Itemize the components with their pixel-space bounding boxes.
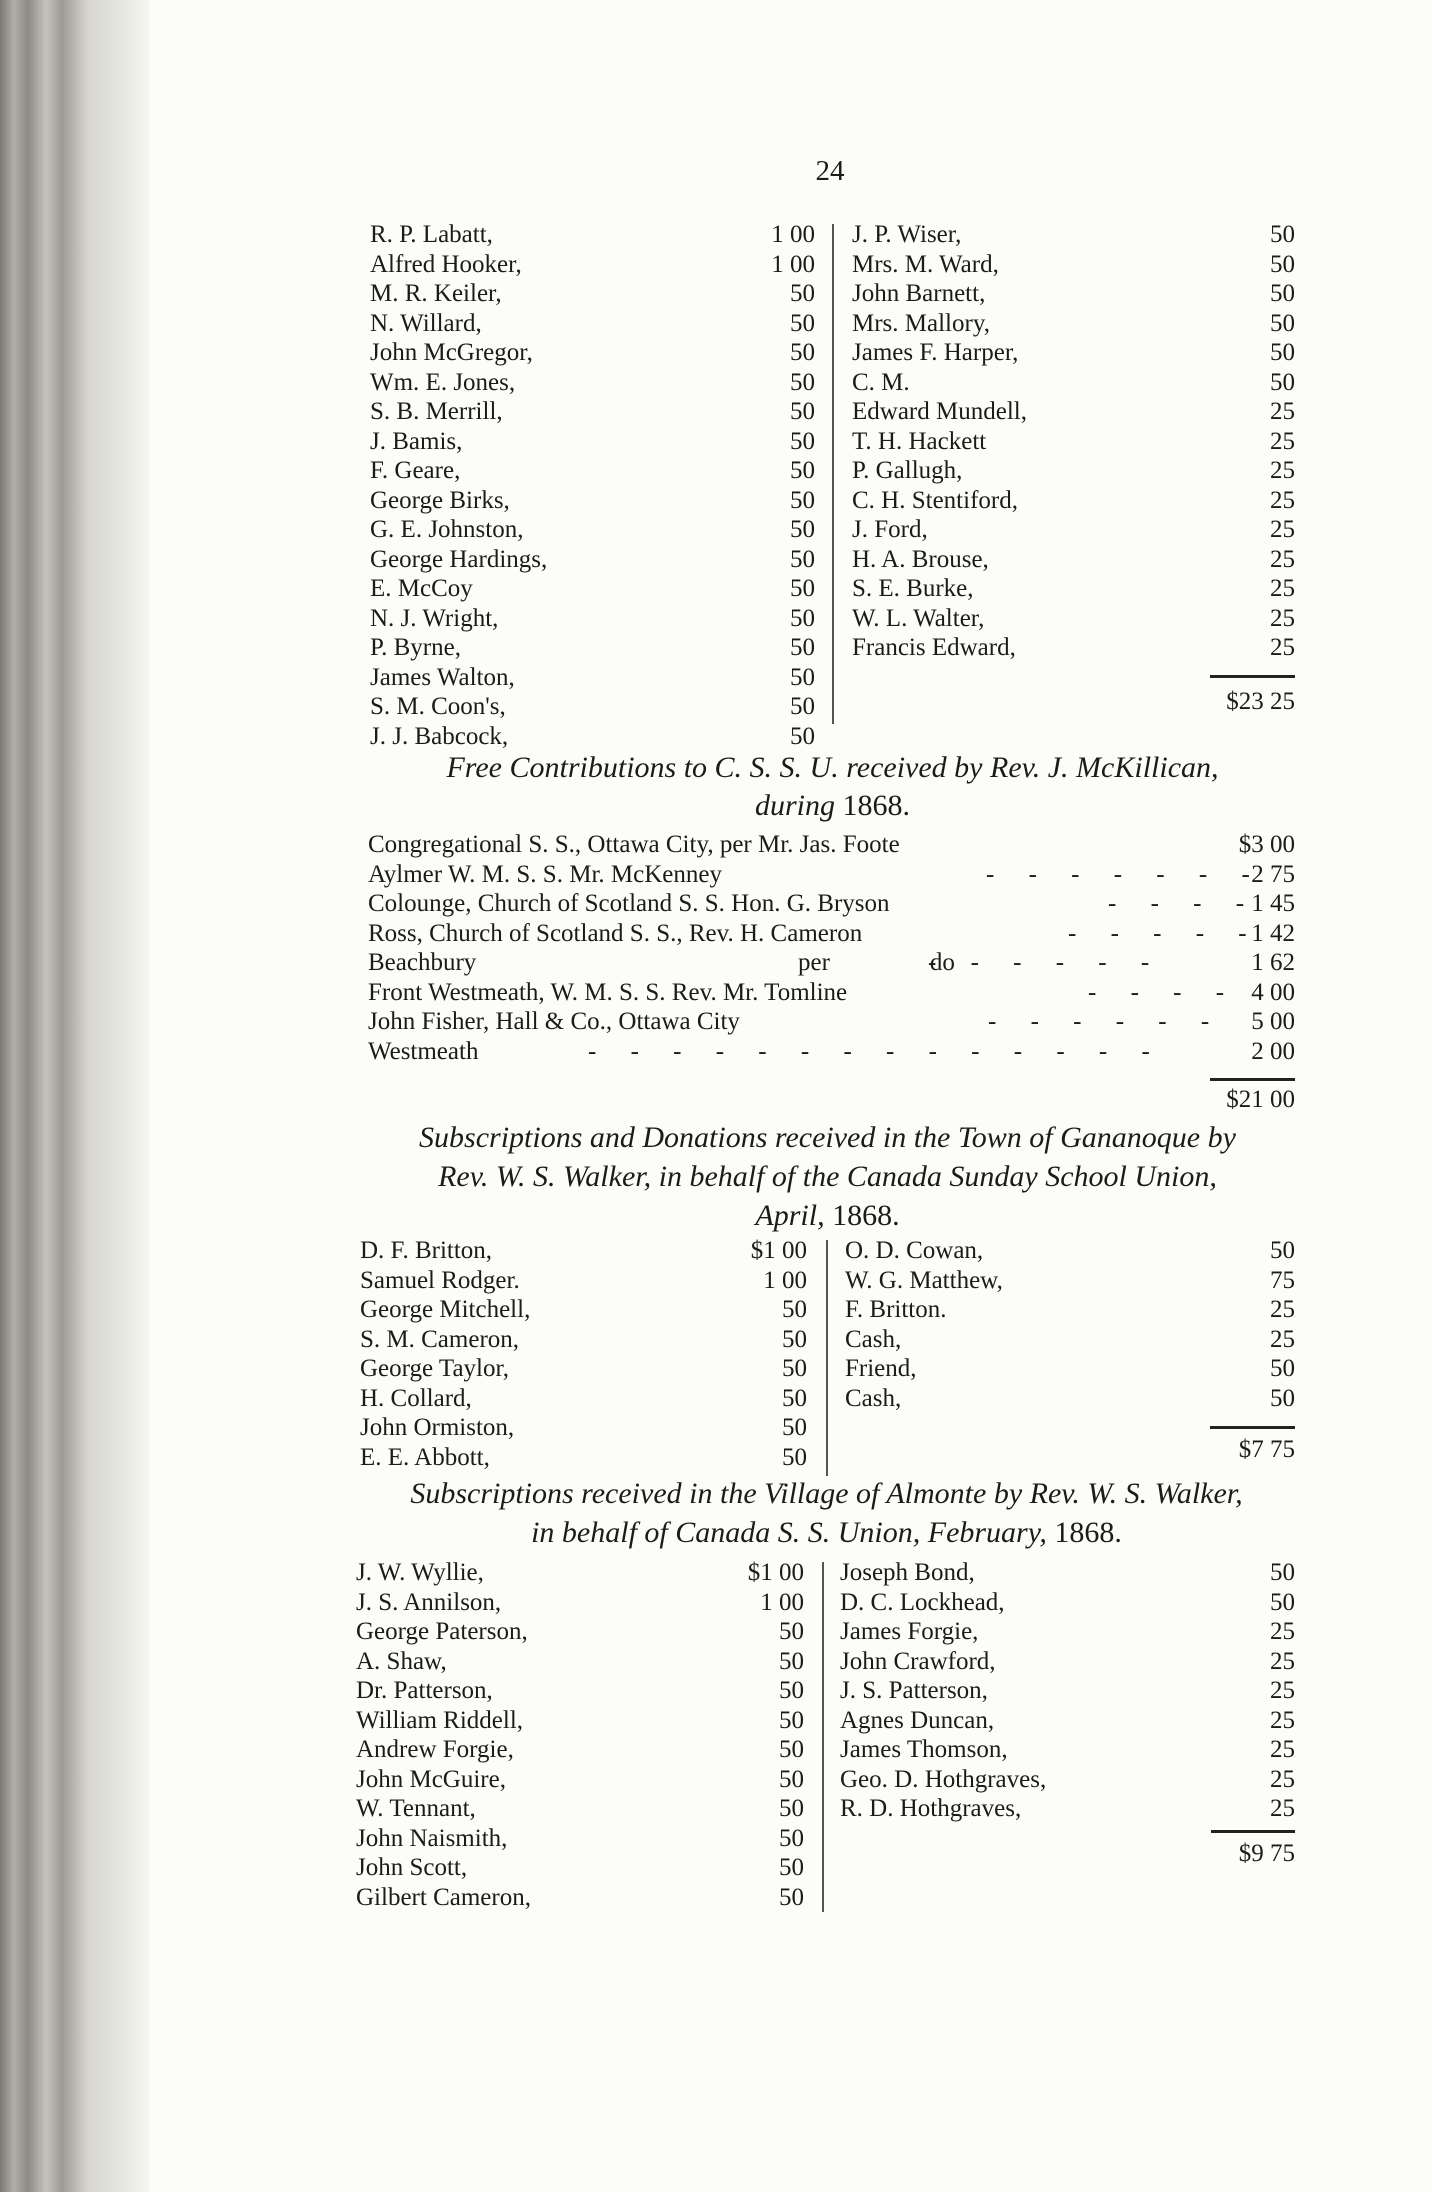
donation-amount: 50 [790,545,815,573]
donation-amount: 50 [790,663,815,691]
list-item [360,1295,807,1325]
donation-amount: 50 [1270,280,1295,307]
donation-amount: 50 [782,1384,807,1412]
list-item [845,1325,1295,1355]
list-item [840,1588,1295,1618]
donor-name: George Hardings, [370,545,548,573]
page-number: 24 [815,155,845,187]
list-item [356,1853,804,1883]
donor-name: John McGregor, [370,339,533,366]
donor-name: Samuel Rodger. [360,1266,520,1294]
list-item [368,830,1295,860]
donor-name: James Forgie, [840,1618,979,1645]
list-item [840,1617,1295,1647]
list-item [368,948,1295,978]
donation-amount: 25 [1270,1736,1295,1763]
column-divider [822,1562,824,1912]
donor-name: Mrs. M. Ward, [852,250,999,278]
donor-name: John Crawford, [840,1647,996,1675]
list-item [852,604,1295,634]
donor-name: S. E. Burke, [852,575,974,602]
list-item [370,427,815,457]
list-item [852,397,1295,427]
list-item [370,692,815,722]
total-rule [1210,675,1295,678]
section2-list [368,830,1295,1070]
donor-name: N. Willard, [370,309,482,337]
section4-heading-line2 [358,1513,1295,1553]
contributor-name: Ross, Church of Scotland S. S., Rev. H. Cameron [368,919,863,947]
list-item [845,1384,1295,1414]
section4-heading-line1: Subscriptions received in the Village of Almonte by Rev. W. S. Walker, [410,1477,1243,1510]
total-rule [1210,1426,1295,1429]
donor-name: J. Bamis, [370,427,463,455]
contribution-amount: 5 00 [1251,1008,1295,1035]
donation-amount: 50 [790,457,815,484]
list-item [368,1037,1295,1067]
contributor-name: Colounge, Church of Scotland S. S. Hon. G. Bryson [368,890,890,917]
list-item [845,1354,1295,1384]
section2-heading-during: during [754,789,835,822]
section3-right-column [845,1236,1295,1413]
list-item [852,515,1295,545]
list-item [840,1735,1295,1765]
donation-amount: 50 [782,1414,807,1441]
donor-name: O. D. Cowan, [845,1237,984,1264]
list-item [840,1558,1295,1588]
donation-amount: 25 [1270,575,1295,602]
list-item [360,1266,807,1296]
donor-name: D. C. Lockhead, [840,1588,1005,1616]
list-item [840,1647,1295,1677]
donation-amount: $1 00 [747,1559,804,1586]
donor-name: P. Gallugh, [852,457,963,484]
list-item [370,250,815,280]
list-item [356,1558,804,1588]
donor-name: Joseph Bond, [840,1559,975,1586]
list-item [368,919,1295,949]
list-item [370,279,815,309]
donation-amount: 50 [790,693,815,720]
donor-name: Francis Edward, [852,634,1016,661]
list-item [360,1354,807,1384]
list-item [370,338,815,368]
column-divider [832,224,834,724]
donor-name: George Mitchell, [360,1296,531,1323]
list-item [356,1765,804,1795]
section3-heading-month: April, [755,1199,825,1232]
donor-name: A. Shaw, [356,1647,447,1675]
donation-amount: 50 [790,427,815,455]
donation-amount: 50 [1270,1355,1295,1382]
donation-amount: 50 [1270,1559,1295,1586]
list-item [845,1295,1295,1325]
donor-name: Agnes Duncan, [840,1706,995,1734]
donor-name: E. E. Abbott, [360,1443,490,1471]
contribution-amount: 1 42 [1251,919,1295,947]
donation-amount: 50 [790,280,815,307]
leader-dots: - - - - - - - - - - - - - - [588,1037,1164,1065]
list-item [370,545,815,575]
donation-amount: 50 [790,575,815,602]
donation-amount: 50 [1270,1237,1295,1264]
donation-amount: 50 [1270,1588,1295,1616]
section2-heading-line2 [370,786,1295,826]
list-item [845,1236,1295,1266]
donation-amount: 50 [1270,339,1295,366]
donor-name: James Thomson, [840,1736,1008,1763]
donor-name: John Ormiston, [360,1414,515,1441]
contribution-amount: $3 00 [1238,831,1295,858]
list-item [852,574,1295,604]
donor-name: F. Britton. [845,1296,947,1323]
list-item [840,1706,1295,1736]
leader-dots: - - - - - - - [986,860,1264,888]
list-item [356,1706,804,1736]
donation-amount: 50 [779,1795,804,1822]
donor-name: George Paterson, [356,1618,528,1645]
donor-name: H. Collard, [360,1384,472,1412]
donation-amount: 25 [1270,486,1295,514]
donation-amount: 25 [1270,427,1295,455]
list-item [360,1384,807,1414]
list-item [370,486,815,516]
contributor-name: Westmeath [368,1037,479,1065]
section3-heading-line3 [360,1196,1295,1236]
donor-name: D. F. Britton, [360,1237,493,1264]
donation-amount: 1 00 [771,221,815,248]
list-item [852,250,1295,280]
contributor-name: Congregational S. S., Ottawa City, per Mr. Jas. Foote [368,831,900,858]
list-item [356,1824,804,1854]
donation-amount: 25 [1270,634,1295,661]
section4-left-column [356,1558,804,1912]
section1-total: $23 25 [1226,688,1295,715]
leader-dots: - - - - - - [928,949,1164,976]
donation-amount: 1 00 [771,250,815,278]
donation-amount: 50 [790,486,815,514]
list-item [852,309,1295,339]
donation-amount: 50 [779,1883,804,1911]
section4-right-column [840,1558,1295,1824]
section3-heading-line2: Rev. W. S. Walker, in behalf of the Canada Sunday School Union, [438,1160,1217,1193]
donor-name: Dr. Patterson, [356,1677,493,1704]
donor-name: John Barnett, [852,280,986,307]
donation-amount: 50 [779,1618,804,1645]
donor-name: P. Byrne, [370,634,461,661]
donation-amount: 50 [790,309,815,337]
donation-amount: 50 [779,1706,804,1734]
list-item [356,1676,804,1706]
list-item [368,889,1295,919]
donor-name: Friend, [845,1355,917,1382]
donation-amount: 25 [1270,516,1295,543]
donor-name: Wm. E. Jones, [370,368,516,396]
donation-amount: 50 [1270,221,1295,248]
list-item [370,368,815,398]
donor-name: Gilbert Cameron, [356,1883,531,1911]
donor-name: Alfred Hooker, [370,250,522,278]
donor-name: S. B. Merrill, [370,398,503,425]
contributor-name: John Fisher, Hall & Co., Ottawa City [368,1008,740,1035]
donation-amount: 50 [790,368,815,396]
donor-name: John McGuire, [356,1765,506,1793]
section3-heading-line1: Subscriptions and Donations received in the Town of Gananoque by [419,1121,1236,1154]
section3-left-column [360,1236,807,1472]
list-item [852,427,1295,457]
donor-name: John Naismith, [356,1824,508,1852]
list-item [370,220,815,250]
list-item [368,860,1295,890]
donor-name: J. Ford, [852,516,928,543]
list-item [356,1735,804,1765]
donor-name: Geo. D. Hothgraves, [840,1765,1047,1793]
contribution-amount: 4 00 [1251,978,1295,1006]
donor-name: John Scott, [356,1854,468,1881]
contribution-amount: 1 62 [1251,949,1295,976]
section4-heading-text: in behalf of Canada S. S. Union, February, [531,1516,1047,1549]
section2-total: $21 00 [1226,1086,1295,1113]
donation-amount: 1 00 [760,1588,804,1616]
section4-heading-year: 1868. [1054,1516,1122,1549]
donation-amount: 25 [1270,1765,1295,1793]
donor-name: T. H. Hackett [852,427,987,455]
list-item [370,456,815,486]
donation-amount: 25 [1270,1677,1295,1704]
list-item [356,1617,804,1647]
donor-name: James F. Harper, [852,339,1019,366]
donor-name: J. S. Annilson, [356,1588,502,1616]
donation-amount: 50 [779,1854,804,1881]
donation-amount: 25 [1270,1618,1295,1645]
list-item [370,309,815,339]
donation-amount: 1 00 [763,1266,807,1294]
donation-amount: 50 [790,516,815,543]
donation-amount: 25 [1270,604,1295,632]
list-item [368,978,1295,1008]
donor-name: N. J. Wright, [370,604,499,632]
donor-name: Mrs. Mallory, [852,309,990,337]
donor-name: H. A. Brouse, [852,545,989,573]
contribution-amount: 1 45 [1251,890,1295,917]
donor-name: J. P. Wiser, [852,221,962,248]
leader-dots: - - - - - [1068,919,1261,947]
list-item [360,1325,807,1355]
section3-heading-year: 1868. [832,1199,900,1232]
list-item [852,545,1295,575]
contributor-name: Aylmer W. M. S. S. Mr. McKenney [368,860,722,888]
donation-amount: 50 [790,604,815,632]
donor-name: Cash, [845,1325,902,1353]
donation-amount: 50 [782,1296,807,1323]
list-item [368,1007,1295,1037]
donation-amount: 50 [790,722,815,750]
donation-amount: 75 [1270,1266,1295,1294]
donation-amount: 50 [1270,1384,1295,1412]
list-item [840,1765,1295,1795]
donation-amount: 25 [1270,545,1295,573]
donor-name: Edward Mundell, [852,398,1027,425]
donor-name: J. J. Babcock, [370,722,509,750]
donation-amount: 25 [1270,398,1295,425]
list-item [360,1413,807,1443]
donation-amount: 50 [779,1677,804,1704]
contribution-amount: 2 00 [1251,1037,1295,1065]
list-item [845,1266,1295,1296]
donor-name: G. E. Johnston, [370,516,524,543]
list-item [370,515,815,545]
donation-amount: 50 [790,339,815,366]
list-item [356,1794,804,1824]
per-do-note: per do [798,949,955,976]
section1-left-column [370,220,815,751]
list-item [852,279,1295,309]
list-item [356,1883,804,1913]
list-item [840,1676,1295,1706]
donor-name: William Riddell, [356,1706,524,1734]
donation-amount: 25 [1270,457,1295,484]
list-item [852,368,1295,398]
section4-total: $9 75 [1238,1840,1295,1867]
list-item [852,633,1295,663]
total-rule [1211,1830,1295,1833]
book-spine-shadow [0,0,150,2192]
section1-list [370,220,1295,750]
donor-name: Andrew Forgie, [356,1736,514,1763]
list-item [356,1647,804,1677]
donor-name: C. M. [852,368,910,396]
donor-name: R. D. Hothgraves, [840,1795,1022,1822]
section2-heading-line1: Free Contributions to C. S. S. U. received by Rev. J. McKillican, [446,751,1219,784]
donor-name: J. W. Wyllie, [356,1559,484,1586]
column-divider [826,1240,828,1476]
donor-name: R. P. Labatt, [370,221,493,248]
donation-amount: $1 00 [750,1237,807,1264]
donation-amount: 50 [790,398,815,425]
donation-amount: 50 [779,1736,804,1763]
donation-amount: 50 [1270,250,1295,278]
donor-name: S. M. Coon's, [370,693,506,720]
donor-name: James Walton, [370,663,515,691]
donor-name: C. H. Stentiford, [852,486,1018,514]
donor-name: Cash, [845,1384,902,1412]
donation-amount: 50 [782,1325,807,1353]
list-item [852,220,1295,250]
leader-dots: - - - - [1088,978,1239,1006]
list-item [852,456,1295,486]
donor-name: W. G. Matthew, [845,1266,1003,1294]
donation-amount: 50 [790,634,815,661]
donor-name: W. L. Walter, [852,604,985,632]
donation-amount: 50 [779,1824,804,1852]
list-item [370,633,815,663]
donation-amount: 25 [1270,1706,1295,1734]
donation-amount: 50 [779,1647,804,1675]
section3-total: $7 75 [1238,1436,1295,1463]
list-item [370,574,815,604]
contributor-name: Beachbury [368,949,477,976]
list-item [356,1588,804,1618]
list-item [360,1443,807,1473]
list-item [852,338,1295,368]
section4-list [356,1558,1295,1920]
donor-name: M. R. Keiler, [370,280,502,307]
list-item [360,1236,807,1266]
donation-amount: 50 [782,1355,807,1382]
section1-right-column [852,220,1295,663]
contributor-name: Front Westmeath, W. M. S. S. Rev. Mr. Tomline [368,978,848,1006]
total-rule [1210,1078,1295,1081]
donor-name: S. M. Cameron, [360,1325,520,1353]
donation-amount: 25 [1270,1795,1295,1822]
list-item [370,397,815,427]
list-item [840,1794,1295,1824]
list-item [852,486,1295,516]
donation-amount: 25 [1270,1325,1295,1353]
leader-dots: - - - - [1108,890,1259,917]
donor-name: W. Tennant, [356,1795,476,1822]
list-item [370,722,815,752]
list-item [370,604,815,634]
section3-list [360,1236,1295,1482]
contribution-amount: 2 75 [1251,860,1295,888]
donor-name: George Birks, [370,486,510,514]
donation-amount: 25 [1270,1296,1295,1323]
leader-dots: - - - - - - [988,1008,1224,1035]
donor-name: F. Geare, [370,457,461,484]
donation-amount: 50 [1270,368,1295,396]
donor-name: J. S. Patterson, [840,1677,988,1704]
list-item [370,663,815,693]
donor-name: George Taylor, [360,1355,510,1382]
donor-name: E. McCoy [370,575,473,602]
donation-amount: 50 [779,1765,804,1793]
section2-heading-year: 1868. [842,789,910,822]
donation-amount: 50 [1270,309,1295,337]
donation-amount: 25 [1270,1647,1295,1675]
donation-amount: 50 [782,1443,807,1471]
